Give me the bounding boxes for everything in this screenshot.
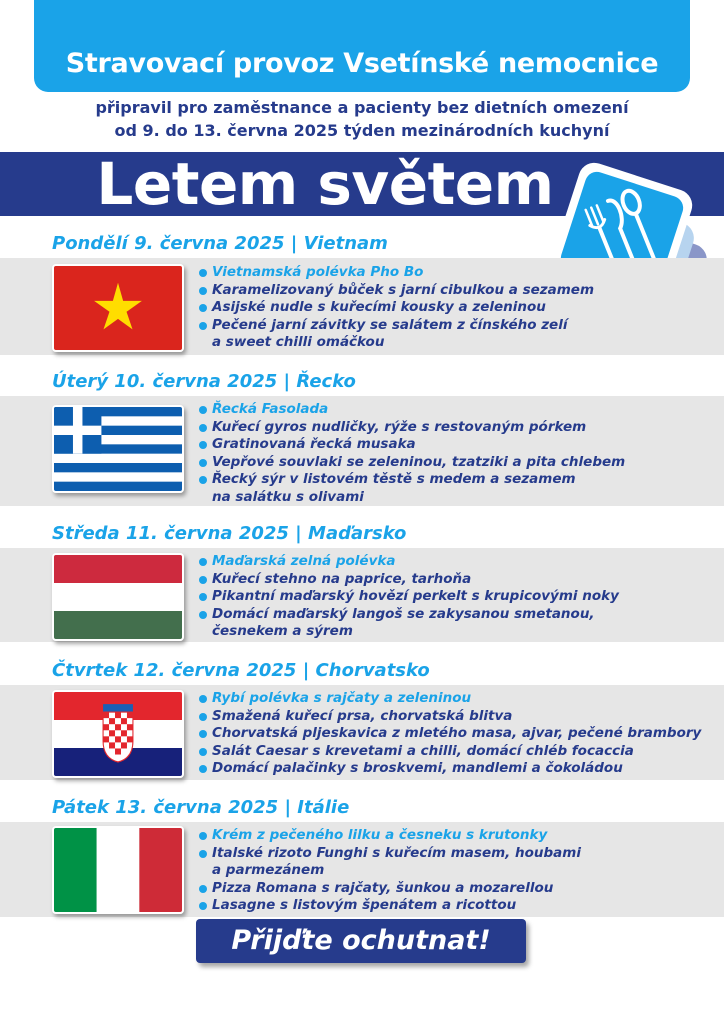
menu-item-soup: Řecká Fasolada (198, 401, 625, 419)
vietnam-flag-icon (52, 264, 184, 352)
menu-item: Domácí maďarský langoš se zakysanou smetanou, česnekem a sýrem (198, 606, 619, 641)
menu-item: Chorvatská pljeskavica z mletého masa, ajvar, pečené brambory (198, 725, 701, 743)
menu-item: Pikantní maďarský hovězí perkelt s krupicovými noky (198, 588, 619, 606)
croatia-flag-icon (52, 690, 184, 778)
day-heading-tuesday: Úterý 10. června 2025 | Řecko (52, 371, 356, 392)
cta-banner: Přijďte ochutnat! (196, 919, 526, 963)
menu-list-wednesday (198, 553, 619, 641)
day-heading-wednesday: Středa 11. června 2025 | Maďarsko (52, 523, 407, 544)
day-heading-monday: Pondělí 9. června 2025 | Vietnam (52, 233, 388, 254)
menu-item: Vepřové souvlaki se zeleninou, tzatziki a pita chlebem (198, 454, 625, 472)
menu-item: Salát Caesar s krevetami a chilli, domácí chléb focaccia (198, 743, 701, 761)
menu-item: Pečené jarní závitky se salátem z čínského zelí a sweet chilli omáčkou (198, 317, 594, 352)
day-heading-friday: Pátek 13. června 2025 | Itálie (52, 797, 350, 818)
menu-item: Pizza Romana s rajčaty, šunkou a mozarellou (198, 880, 581, 898)
menu-item: Kuřecí stehno na paprice, tarhoňa (198, 571, 619, 589)
menu-item: Kuřecí gyros nudličky, rýže s restovaným pórkem (198, 419, 625, 437)
page-title: Stravovací provoz Vsetínské nemocnice (65, 48, 659, 79)
menu-list-thursday (198, 690, 701, 778)
menu-item: Karamelizovaný bůček s jarní cibulkou a sezamem (198, 282, 594, 300)
day-heading-thursday: Čtvrtek 12. června 2025 | Chorvatsko (52, 660, 430, 681)
menu-item: Asijské nudle s kuřecími kousky a zeleninou (198, 299, 594, 317)
menu-item-soup: Krém z pečeného lilku a česneku s krutonky (198, 827, 581, 845)
menu-item-soup: Rybí polévka s rajčaty a zeleninou (198, 690, 701, 708)
menu-list-friday (198, 827, 581, 915)
theme-title: Letem světem (96, 150, 554, 218)
hungary-flag-icon (52, 553, 184, 641)
menu-item-soup: Vietnamská polévka Pho Bo (198, 264, 594, 282)
italy-flag-icon (52, 826, 184, 914)
header-banner (34, 0, 690, 92)
menu-item: Gratinovaná řecká musaka (198, 436, 625, 454)
menu-item: Smažená kuřecí prsa, chorvatská blitva (198, 708, 701, 726)
subtitle-dates: od 9. do 13. června 2025 týden mezinárodních kuchyní (114, 121, 610, 140)
subtitle-audience: připravil pro zaměstnance a pacienty bez dietních omezení (95, 98, 629, 117)
menu-item: Řecký sýr v listovém těstě s medem a sezamem na salátku s olivami (198, 471, 625, 506)
menu-list-monday (198, 264, 594, 352)
greece-flag-icon (52, 405, 184, 493)
menu-item: Italské rizoto Funghi s kuřecím masem, houbami a parmezánem (198, 845, 581, 880)
menu-list-tuesday (198, 401, 625, 506)
menu-item-soup: Maďarská zelná polévka (198, 553, 619, 571)
menu-item: Lasagne s listovým špenátem a ricottou (198, 897, 581, 915)
menu-item: Domácí palačinky s broskvemi, mandlemi a čokoládou (198, 760, 701, 778)
